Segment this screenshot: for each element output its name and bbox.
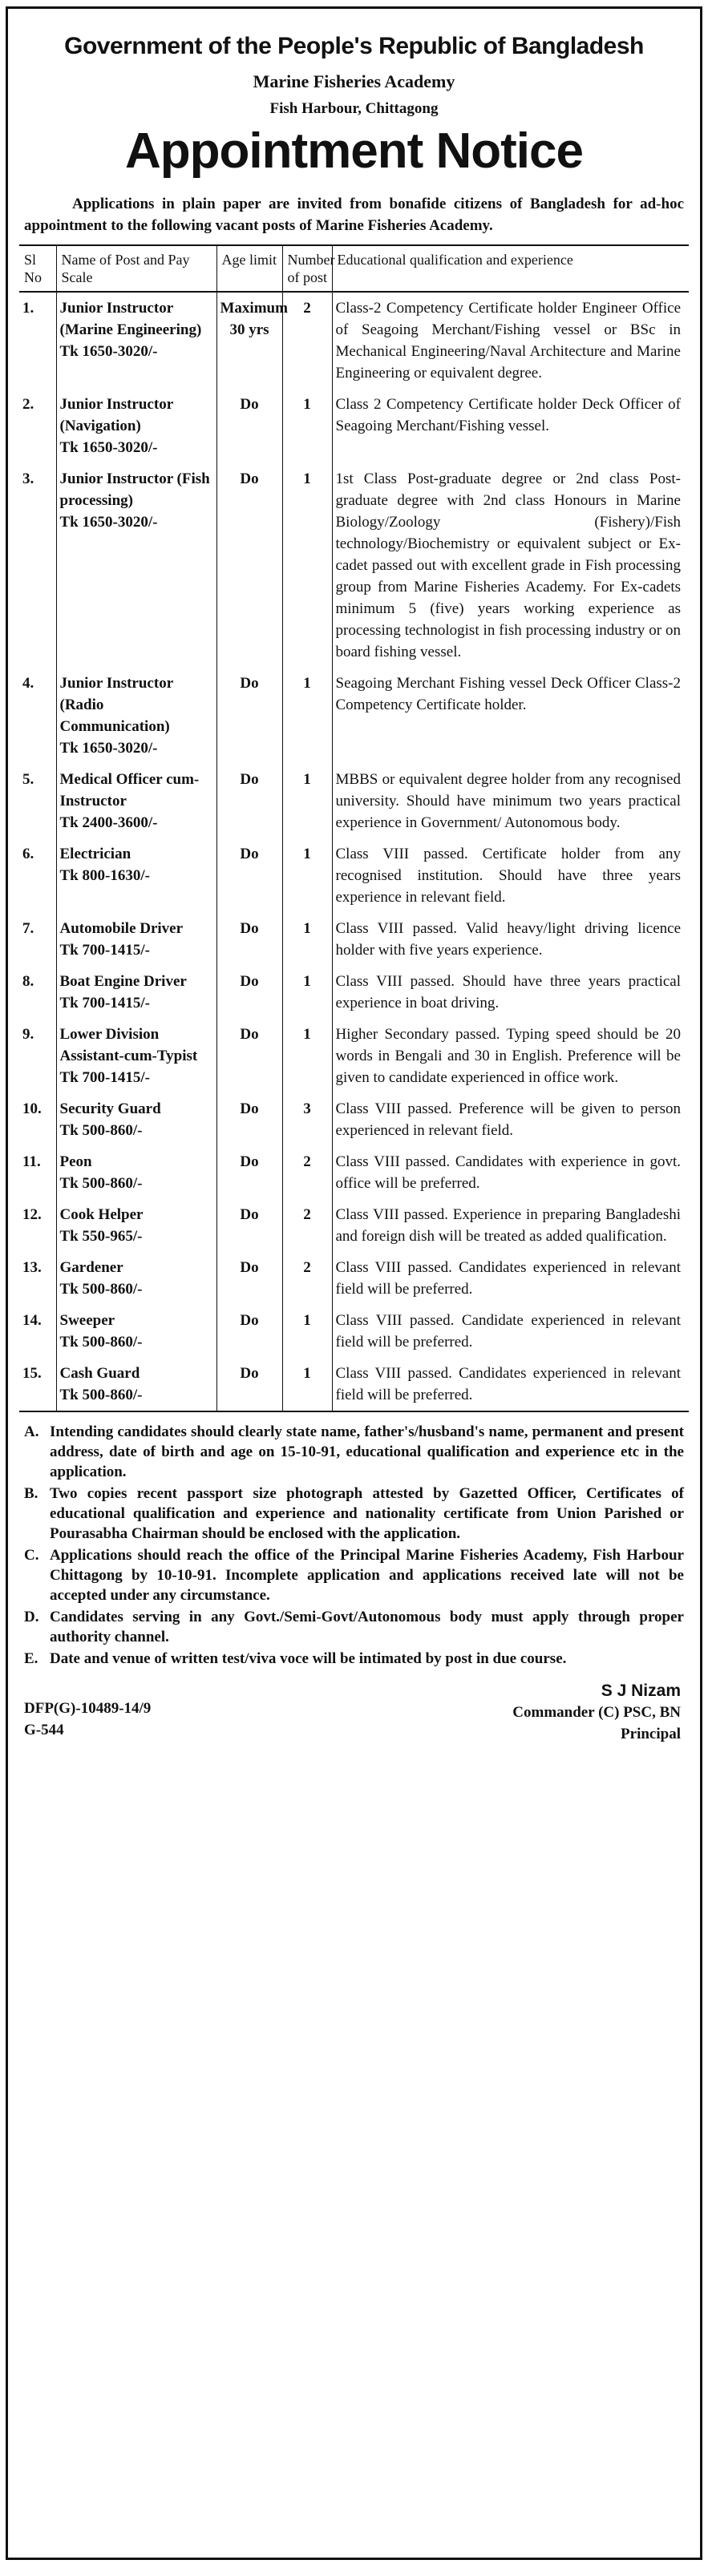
table-row: [19, 764, 689, 838]
row-qualification: Class VIII passed. Should have three years practical experience in boat driving.: [335, 973, 681, 1012]
row-post-count: 2: [282, 1146, 332, 1199]
pay-scale: Tk 700-1415/-: [59, 995, 150, 1012]
appointment-notice: [6, 6, 702, 2560]
table-row: [19, 1093, 689, 1146]
reference-numbers: [24, 1698, 151, 1741]
signatory-name: S J Nizam: [601, 1682, 681, 1701]
row-post: [56, 1305, 216, 1358]
row-post: [56, 389, 216, 463]
note-letter: C.: [24, 1547, 39, 1565]
header-sl: Sl No: [19, 245, 56, 292]
row-age-limit: Do: [216, 764, 282, 838]
row-sl: 12.: [19, 1199, 56, 1252]
row-post-count: 1: [282, 389, 332, 463]
row-post-count: 2: [282, 1252, 332, 1305]
post-name: Medical Officer cum-Instructor: [59, 771, 200, 810]
post-name: Sweeper: [59, 1312, 115, 1330]
pay-scale: Tk 500-860/-: [59, 1387, 143, 1404]
row-sl: 5.: [19, 764, 56, 838]
row-age-limit: Do: [216, 1305, 282, 1358]
row-qualification: Class VIII passed. Candidates experienced in relevant field will be preferred.: [335, 1259, 681, 1298]
table-row: [19, 913, 689, 966]
row-age-limit: Do: [216, 1019, 282, 1093]
post-name: Junior Instructor (Marine Engineering): [59, 300, 202, 339]
pay-scale: Tk 550-965/-: [59, 1228, 143, 1246]
post-name: Cash Guard: [59, 1365, 140, 1383]
post-name: Junior Instructor (Fish processing): [59, 470, 210, 510]
row-age-limit: Do: [216, 668, 282, 764]
row-post: [56, 1146, 216, 1199]
table-row: [19, 292, 689, 389]
row-post: [56, 913, 216, 966]
note-letter: E.: [24, 1650, 38, 1668]
row-age-limit: Do: [216, 463, 282, 668]
note-item: [24, 1484, 684, 1544]
table-row: [19, 668, 689, 764]
post-name: Cook Helper: [59, 1206, 144, 1224]
row-post-count: 1: [282, 1019, 332, 1093]
academy-address: Fish Harbour, Chittagong: [269, 100, 439, 117]
government-heading: Government of the People's Republic of Bangladesh: [64, 33, 644, 59]
signatory-position: Principal: [621, 1726, 681, 1743]
note-text: Intending candidates should clearly state name, father's/husband's name, permanent and present address, date of birth and age on 15-10-91, educational qualification and experience etc in the application.: [50, 1423, 684, 1481]
signature-block: [512, 1680, 681, 1745]
row-age-limit: Do: [216, 1146, 282, 1199]
row-post: [56, 292, 216, 389]
note-letter: A.: [24, 1423, 39, 1441]
row-post-count: 1: [282, 913, 332, 966]
row-age-limit: Do: [216, 913, 282, 966]
row-qualification: Class VIII passed. Preference will be given to person experienced in relevant field.: [335, 1100, 681, 1140]
header-name: Name of Post and Pay Scale: [56, 245, 216, 292]
note-item: [24, 1545, 684, 1605]
row-age-limit: Do: [216, 1093, 282, 1146]
post-name: Gardener: [59, 1259, 123, 1277]
notice-header: [19, 33, 689, 179]
table-header-row: [19, 245, 689, 292]
table-row: [19, 463, 689, 668]
row-sl: 10.: [19, 1093, 56, 1146]
pay-scale: Tk 1650-3020/-: [59, 343, 158, 361]
row-sl: 8.: [19, 966, 56, 1019]
row-post-count: 1: [282, 1358, 332, 1411]
row-qualification: 1st Class Post-graduate degree or 2nd class Post-graduate degree with 2nd class Honours in Marine Biology/Zoology (Fishery)/Fish technology/Biochemistry or equivalent subject or Ex-cadet passed out with excellent grade in Fish processing group from Marine Fisheries Academy. For Ex-cadets minimum 5 (five) years working experience as processing technologist in fish processing industry or on board fishing vessel.: [335, 470, 681, 661]
note-item: [24, 1649, 684, 1669]
header-age: Age limit: [216, 245, 282, 292]
table-row: [19, 838, 689, 913]
row-post: [56, 966, 216, 1019]
row-sl: 9.: [19, 1019, 56, 1093]
row-qualification: MBBS or equivalent degree holder from any recognised university. Should have minimum two years practical experience in Government/ Autonomous body.: [335, 771, 681, 832]
row-age-limit: Do: [216, 966, 282, 1019]
row-post: [56, 1019, 216, 1093]
note-text: Date and venue of written test/viva voce will be intimated by post in due course.: [50, 1650, 567, 1668]
row-post-count: 2: [282, 292, 332, 389]
row-qualification: Class VIII passed. Candidate experienced in relevant field will be preferred.: [335, 1312, 681, 1351]
note-letter: D.: [24, 1609, 39, 1626]
post-name: Boat Engine Driver: [59, 973, 187, 991]
row-sl: 4.: [19, 668, 56, 764]
row-post-count: 3: [282, 1093, 332, 1146]
pay-scale: Tk 700-1415/-: [59, 942, 150, 959]
pay-scale: Tk 1650-3020/-: [59, 514, 158, 531]
table-row: [19, 1305, 689, 1358]
table-row: [19, 1358, 689, 1411]
notice-footer: [19, 1680, 689, 1792]
reference-dfp: DFP(G)-10489-14/9: [24, 1700, 152, 1718]
row-post: [56, 1358, 216, 1411]
academy-name: Marine Fisheries Academy: [253, 71, 455, 91]
note-text: Candidates serving in any Govt./Semi-Govt/Autonomous body must apply through proper authority channel.: [50, 1609, 684, 1646]
post-name: Junior Instructor (Navigation): [59, 396, 173, 435]
note-text: Two copies recent passport size photograph attested by Gazetted Officer, Certificates of educational qualification and experience and nationality certificate from Union Parished or Pourasabha Chairman should be enclosed with the application.: [50, 1485, 684, 1543]
reference-g: G-544: [24, 1722, 64, 1739]
pay-scale: Tk 500-860/-: [59, 1334, 143, 1351]
pay-scale: Tk 500-860/-: [59, 1122, 143, 1140]
row-post: [56, 1093, 216, 1146]
row-sl: 15.: [19, 1358, 56, 1411]
table-row: [19, 1252, 689, 1305]
vacancy-rows: [19, 292, 689, 1411]
table-row: [19, 1146, 689, 1199]
row-qualification: Class VIII passed. Valid heavy/light driving licence holder with five years experience.: [335, 920, 681, 959]
row-age-limit: Do: [216, 1358, 282, 1411]
pay-scale: Tk 500-860/-: [59, 1281, 143, 1298]
intro-paragraph: Applications in plain paper are invited from bonafide citizens of Bangladesh for ad-hoc appointment to the following vacant posts of Marine Fisheries Academy.: [24, 196, 684, 235]
row-qualification: Class VIII passed. Certificate holder from any recognised institution. Should have three years experience in relevant field.: [335, 846, 681, 906]
application-notes: [24, 1422, 684, 1669]
table-row: [19, 966, 689, 1019]
row-qualification: Class 2 Competency Certificate holder Deck Officer of Seagoing Merchant/Fishing vessel.: [335, 396, 681, 435]
row-age-limit: Do: [216, 1252, 282, 1305]
row-sl: 2.: [19, 389, 56, 463]
row-sl: 7.: [19, 913, 56, 966]
row-post: [56, 668, 216, 764]
row-post: [56, 764, 216, 838]
row-post: [56, 838, 216, 913]
row-age-limit: Do: [216, 838, 282, 913]
post-name: Automobile Driver: [59, 920, 184, 938]
row-post-count: 1: [282, 764, 332, 838]
row-sl: 11.: [19, 1146, 56, 1199]
row-sl: 6.: [19, 838, 56, 913]
post-name: Electrician: [59, 846, 131, 863]
row-age-limit: Do: [216, 389, 282, 463]
row-age-limit: Maximum 30 yrs: [216, 292, 282, 389]
pay-scale: Tk 800-1630/-: [59, 867, 150, 885]
post-name: Peon: [59, 1153, 92, 1171]
header-number: Number of post: [282, 245, 332, 292]
post-name: Junior Instructor (Radio Communication): [59, 675, 173, 736]
note-letter: B.: [24, 1485, 38, 1503]
vacancy-table: [19, 244, 689, 1412]
row-qualification: Higher Secondary passed. Typing speed should be 20 words in Bengali and 30 in English. Preference will be given to candidate experienced in office work.: [335, 1026, 681, 1087]
row-sl: 13.: [19, 1252, 56, 1305]
row-post-count: 1: [282, 668, 332, 764]
signatory-designation: Commander (C) PSC, BN: [512, 1704, 681, 1722]
note-item: [24, 1607, 684, 1647]
note-item: [24, 1422, 684, 1482]
row-post: [56, 1199, 216, 1252]
row-post-count: 1: [282, 463, 332, 668]
row-qualification: Class-2 Competency Certificate holder Engineer Office of Seagoing Merchant/Fishing vessel or BSc in Mechanical Engineering/Naval Architecture and Marine Engineering or equivalent degree.: [335, 300, 681, 382]
row-post-count: 1: [282, 1305, 332, 1358]
row-post-count: 1: [282, 966, 332, 1019]
row-sl: 3.: [19, 463, 56, 668]
row-qualification: Class VIII passed. Candidates with experience in govt. office will be preferred.: [335, 1153, 681, 1193]
row-post: [56, 463, 216, 668]
pay-scale: Tk 500-860/-: [59, 1175, 143, 1193]
row-post: [56, 1252, 216, 1305]
table-row: [19, 389, 689, 463]
notice-title: Appointment Notice: [125, 123, 583, 179]
row-sl: 1.: [19, 292, 56, 389]
pay-scale: Tk 2400-3600/-: [59, 814, 158, 832]
pay-scale: Tk 1650-3020/-: [59, 740, 158, 757]
row-age-limit: Do: [216, 1199, 282, 1252]
row-sl: 14.: [19, 1305, 56, 1358]
header-qualification: Educational qualification and experience: [332, 245, 689, 292]
post-name: Lower Division Assistant-cum-Typist: [59, 1026, 198, 1065]
row-qualification: Seagoing Merchant Fishing vessel Deck Officer Class-2 Competency Certificate holder.: [335, 675, 681, 714]
pay-scale: Tk 700-1415/-: [59, 1069, 150, 1087]
row-post-count: 2: [282, 1199, 332, 1252]
row-qualification: Class VIII passed. Experience in preparing Bangladeshi and foreign dish will be treated as added qualification.: [335, 1206, 681, 1246]
note-text: Applications should reach the office of the Principal Marine Fisheries Academy, Fish Harbour Chittagong by 10-10-91. Incomplete application and applications received late will not be accepted under any circumstance.: [50, 1547, 684, 1605]
post-name: Security Guard: [59, 1100, 161, 1118]
row-qualification: Class VIII passed. Candidates experienced in relevant field will be preferred.: [335, 1365, 681, 1404]
row-post-count: 1: [282, 838, 332, 913]
pay-scale: Tk 1650-3020/-: [59, 439, 158, 457]
table-row: [19, 1199, 689, 1252]
table-row: [19, 1019, 689, 1093]
